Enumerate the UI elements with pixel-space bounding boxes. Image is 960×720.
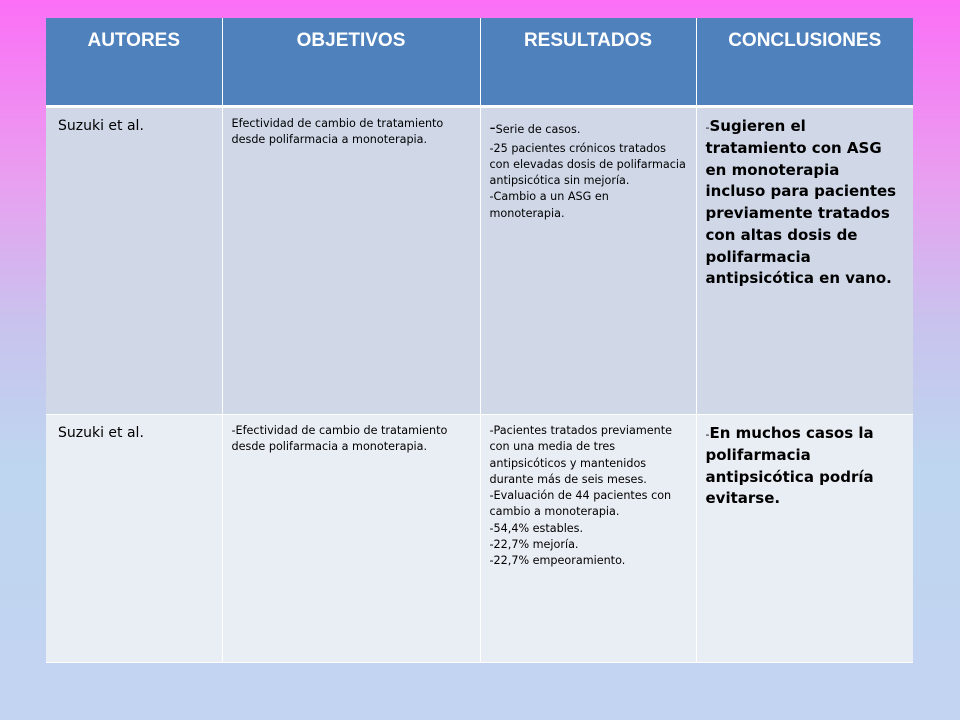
- conclusiones-body: Sugieren el tratamiento con ASG en monoterapia incluso para pacientes previamente tratados con altas dosis de polifarmacia antipsicótica en vano.: [705, 117, 897, 288]
- table-row: [46, 107, 913, 415]
- resultados-dash: -: [489, 118, 496, 138]
- header-autores: AUTORES: [46, 18, 222, 107]
- conclusiones-text: [706, 423, 905, 510]
- table-row: [46, 415, 913, 663]
- conclusiones-dash: -: [705, 121, 710, 134]
- cell-conclusiones: [696, 415, 913, 663]
- objetivos-text: -Efectividad de cambio de tratamiento desde polifarmacia a monoterapia.: [231, 424, 448, 454]
- header-row: [46, 18, 913, 107]
- header-objetivos: OBJETIVOS: [222, 18, 480, 107]
- cell-resultados: [480, 415, 696, 663]
- resultados-line: -Cambio a un ASG en monoterapia.: [489, 190, 609, 220]
- cell-conclusiones: [696, 107, 913, 415]
- cell-objetivos: [222, 107, 480, 415]
- resultados-line: -22,7% empeoramiento.: [489, 553, 626, 567]
- resultados-line: -54,4% estables.: [489, 521, 584, 535]
- conclusiones-text: [706, 116, 905, 290]
- conclusiones-dash: -: [705, 428, 710, 442]
- header-resultados: RESULTADOS: [480, 18, 696, 107]
- resultados-line: -25 pacientes crónicos tratados con elevadas dosis de polifarmacia antipsicótica sin mejoría.: [489, 141, 686, 188]
- resultados-line: -Pacientes tratados previamente con una media de tres antipsicóticos y mantenidos durante más de seis meses.: [489, 424, 673, 486]
- header-conclusiones: CONCLUSIONES: [696, 18, 913, 107]
- objetivos-text: Efectividad de cambio de tratamiento desde polifarmacia a monoterapia.: [231, 117, 444, 147]
- cell-resultados: [480, 107, 696, 415]
- summary-table: [46, 18, 913, 663]
- resultados-line: [490, 116, 687, 141]
- cell-autores: Suzuki et al.: [46, 107, 222, 415]
- resultados-line: -Evaluación de 44 pacientes con cambio a monoterapia.: [489, 489, 672, 519]
- conclusiones-body: En muchos casos la polifarmacia antipsicótica podría evitarse.: [705, 424, 874, 508]
- cell-objetivos: [222, 415, 480, 663]
- resultados-first-text: Serie de casos.: [495, 123, 581, 136]
- resultados-line: -22,7% mejoría.: [489, 537, 579, 551]
- cell-autores: Suzuki et al.: [46, 415, 222, 663]
